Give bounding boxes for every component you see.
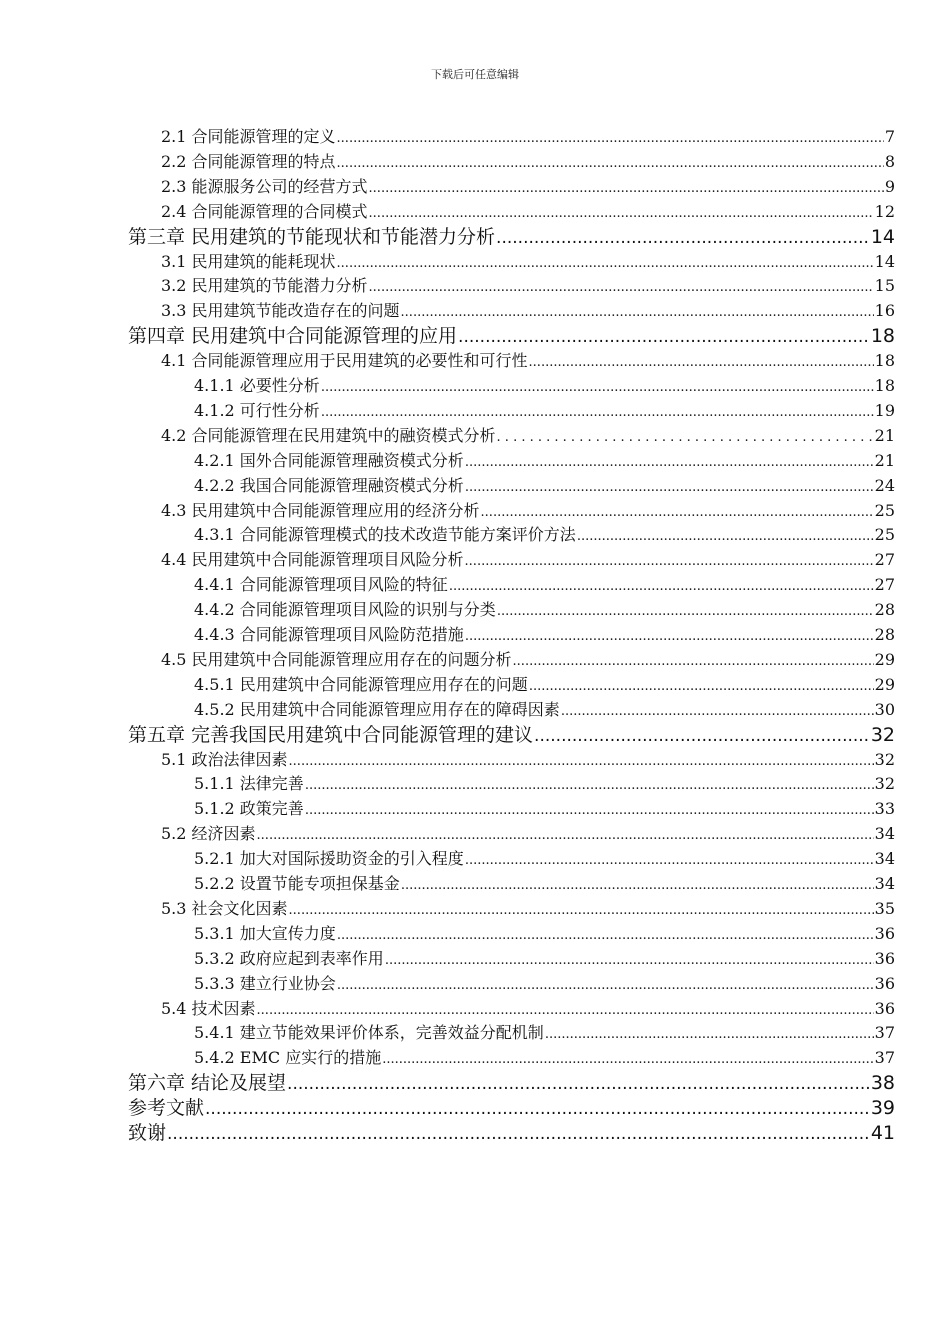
toc-page-number: 9 [884, 176, 895, 196]
toc-page-number: 34 [874, 849, 895, 869]
toc-dot-leader [369, 200, 874, 225]
toc-entry-title: 3.1 民用建筑的能耗现状 [161, 251, 336, 271]
toc-entry-title: 5.1.2 政策完善 [194, 799, 304, 819]
toc-dot-leader [321, 374, 874, 399]
toc-page-number: 37 [874, 1048, 895, 1068]
toc-entry-title: 4.4 民用建筑中合同能源管理项目风险分析 [161, 550, 464, 570]
toc-page-number: 36 [874, 973, 895, 993]
toc-entry[interactable] [128, 1021, 895, 1046]
toc-entry-title: 4.1.1 必要性分析 [194, 376, 320, 396]
toc-page-number: 33 [874, 799, 895, 819]
toc-entry-title: 4.4.1 合同能源管理项目风险的特征 [194, 575, 448, 595]
toc-entry-title: 2.3 能源服务公司的经营方式 [161, 176, 368, 196]
toc-entry[interactable] [128, 997, 895, 1022]
toc-dot-leader [337, 125, 884, 150]
toc-dot-leader [305, 797, 874, 822]
toc-entry-title: 4.5.2 民用建筑中合同能源管理应用存在的障碍因素 [194, 699, 560, 719]
toc-entry[interactable] [128, 772, 895, 797]
toc-page-number: 28 [874, 600, 895, 620]
toc-entry[interactable] [128, 175, 895, 200]
toc-entry-title: 4.1.2 可行性分析 [194, 401, 320, 421]
toc-entry[interactable] [128, 150, 895, 175]
toc-entry-title: 第三章 民用建筑的节能现状和节能潜力分析 [128, 225, 496, 248]
toc-page-number: 30 [874, 699, 895, 719]
toc-entry-title: 5.4.1 建立节能效果评价体系，完善效益分配机制 [194, 1023, 544, 1043]
toc-page-number: 14 [870, 225, 895, 248]
toc-dot-leader [401, 299, 874, 324]
toc-page-number: 18 [874, 351, 895, 371]
toc-entry[interactable] [128, 499, 895, 524]
toc-entry-title: 5.4 技术因素 [161, 998, 256, 1018]
toc-dot-leader [337, 250, 874, 275]
toc-entry-title: 5.2.1 加大对国际援助资金的引入程度 [194, 849, 464, 869]
toc-entry-title: 5.3 社会文化因素 [161, 898, 288, 918]
toc-page-number: 36 [874, 998, 895, 1018]
toc-entry[interactable] [128, 1096, 895, 1121]
toc-entry-title: 4.2 合同能源管理在民用建筑中的融资模式分析 [161, 425, 496, 445]
toc-entry-title: 4.2.2 我国合同能源管理融资模式分析 [194, 475, 464, 495]
toc-entry-title: 2.1 合同能源管理的定义 [161, 127, 336, 146]
toc-dot-leader [481, 499, 874, 524]
toc-entry[interactable] [128, 399, 895, 424]
toc-entry[interactable] [128, 1071, 895, 1096]
toc-dot-leader [529, 349, 874, 374]
toc-dot-leader [337, 922, 874, 947]
toc-dot-leader [497, 424, 874, 449]
toc-page-number: 27 [874, 550, 895, 570]
toc-entry[interactable] [128, 523, 895, 548]
toc-entry[interactable] [128, 723, 895, 748]
toc-page-number: 15 [874, 276, 895, 296]
toc-page-number: 24 [874, 475, 895, 495]
toc-dot-leader [465, 847, 874, 872]
toc-entry[interactable] [128, 274, 895, 299]
toc-entry[interactable] [128, 349, 895, 374]
toc-page-number: 12 [874, 201, 895, 221]
toc-dot-leader [289, 748, 874, 773]
header-note: 下载后可任意编辑 [431, 68, 519, 81]
toc-dot-leader [321, 399, 874, 424]
toc-entry-title: 5.4.2 EMC 应实行的措施 [194, 1048, 382, 1068]
toc-dot-leader [497, 598, 874, 623]
toc-dot-leader [496, 225, 870, 250]
toc-page-number: 34 [874, 874, 895, 894]
toc-entry-title: 4.3.1 合同能源管理模式的技术改造节能方案评价方法 [194, 525, 576, 545]
toc-entry[interactable] [128, 748, 895, 773]
toc-entry[interactable] [128, 225, 895, 250]
toc-entry[interactable] [128, 922, 895, 947]
toc-entry-title: 2.2 合同能源管理的特点 [161, 151, 336, 171]
toc-page-number: 28 [874, 625, 895, 645]
toc-entry[interactable] [128, 598, 895, 623]
toc-dot-leader [385, 947, 874, 972]
toc-entry[interactable] [128, 424, 895, 449]
toc-entry-title: 4.5 民用建筑中合同能源管理应用存在的问题分析 [161, 649, 512, 669]
toc-dot-leader [577, 523, 874, 548]
toc-dot-leader [529, 673, 874, 698]
toc-dot-leader [545, 1021, 874, 1046]
toc-page-number: 41 [870, 1122, 895, 1145]
toc-page-number: 35 [874, 898, 895, 918]
toc-dot-leader [458, 324, 870, 349]
toc-entry-title: 5.2 经济因素 [161, 824, 256, 844]
toc-dot-leader [337, 972, 874, 997]
toc-page-number: 36 [874, 923, 895, 943]
toc-entry[interactable] [128, 374, 895, 399]
toc-entry[interactable] [128, 648, 895, 673]
toc-page-number: 36 [874, 948, 895, 968]
toc-entry-title: 4.4.2 合同能源管理项目风险的识别与分类 [194, 600, 496, 620]
toc-page-number: 21 [874, 450, 895, 470]
toc-entry[interactable] [128, 200, 895, 225]
toc-entry[interactable] [128, 548, 895, 573]
toc-dot-leader [167, 1121, 870, 1146]
toc-page-number: 29 [874, 674, 895, 694]
toc-entry[interactable] [128, 623, 895, 648]
toc-entry[interactable] [128, 872, 895, 897]
toc-entry-title: 4.4.3 合同能源管理项目风险防范措施 [194, 625, 464, 645]
toc-entry-title: 5.3.2 政府应起到表率作用 [194, 948, 384, 968]
toc-entry-title: 3.3 民用建筑节能改造存在的问题 [161, 301, 400, 321]
table-of-contents [128, 125, 895, 1146]
toc-page-number: 21 [874, 425, 895, 445]
toc-page-number: 8 [884, 151, 895, 171]
toc-page-number: 34 [874, 824, 895, 844]
toc-entry[interactable] [128, 125, 895, 150]
toc-entry-title: 第六章 结论及展望 [128, 1072, 287, 1095]
toc-page-number: 39 [870, 1097, 895, 1120]
toc-entry-title: 第四章 民用建筑中合同能源管理的应用 [128, 325, 458, 348]
toc-page-number: 7 [884, 127, 895, 146]
toc-entry-title: 5.2.2 设置节能专项担保基金 [194, 874, 400, 894]
toc-page-number: 38 [870, 1072, 895, 1095]
toc-entry[interactable] [128, 797, 895, 822]
toc-dot-leader [465, 548, 874, 573]
toc-dot-leader [369, 175, 884, 200]
toc-entry[interactable] [128, 474, 895, 499]
toc-entry[interactable] [128, 250, 895, 275]
toc-entry-title: 4.1 合同能源管理应用于民用建筑的必要性和可行性 [161, 351, 528, 371]
toc-dot-leader [257, 822, 874, 847]
toc-entry[interactable] [128, 847, 895, 872]
toc-dot-leader [257, 997, 874, 1022]
toc-page-number: 32 [874, 774, 895, 794]
toc-entry[interactable] [128, 573, 895, 598]
toc-entry-title: 5.3.3 建立行业协会 [194, 973, 336, 993]
toc-dot-leader [287, 1071, 870, 1096]
toc-dot-leader [382, 1046, 873, 1071]
toc-entry-title: 5.1.1 法律完善 [194, 774, 304, 794]
toc-page-number: 18 [870, 325, 895, 348]
toc-entry[interactable] [128, 822, 895, 847]
toc-entry[interactable] [128, 299, 895, 324]
toc-page-number: 25 [874, 525, 895, 545]
toc-dot-leader [369, 274, 874, 299]
toc-entry-title: 5.3.1 加大宣传力度 [194, 923, 336, 943]
toc-page-number: 29 [874, 649, 895, 669]
toc-page-number: 14 [874, 251, 895, 271]
toc-page-number: 32 [874, 749, 895, 769]
toc-entry-title: 致谢 [128, 1122, 167, 1145]
toc-entry[interactable] [128, 1121, 895, 1146]
toc-entry-title: 第五章 完善我国民用建筑中合同能源管理的建议 [128, 723, 534, 746]
toc-dot-leader [465, 623, 874, 648]
toc-entry-title: 参考文献 [128, 1097, 205, 1120]
toc-dot-leader [401, 872, 874, 897]
toc-page-number: 37 [874, 1023, 895, 1043]
toc-dot-leader [465, 474, 874, 499]
toc-entry-title: 2.4 合同能源管理的合同模式 [161, 201, 368, 221]
toc-page-number: 25 [874, 500, 895, 520]
toc-entry-title: 4.3 民用建筑中合同能源管理应用的经济分析 [161, 500, 480, 520]
toc-dot-leader [337, 150, 884, 175]
toc-page-number: 27 [874, 575, 895, 595]
toc-entry-title: 4.2.1 国外合同能源管理融资模式分析 [194, 450, 464, 470]
toc-entry-title: 3.2 民用建筑的节能潜力分析 [161, 276, 368, 296]
toc-dot-leader [289, 897, 874, 922]
toc-page-number: 19 [874, 401, 895, 421]
toc-entry[interactable] [128, 449, 895, 474]
toc-dot-leader [513, 648, 874, 673]
toc-dot-leader [465, 449, 874, 474]
toc-entry[interactable] [128, 947, 895, 972]
toc-dot-leader [205, 1096, 870, 1121]
toc-entry-title: 5.1 政治法律因素 [161, 749, 288, 769]
toc-page-number: 18 [874, 376, 895, 396]
toc-page-number: 32 [870, 723, 895, 746]
toc-page-number: 16 [874, 301, 895, 321]
toc-dot-leader [449, 573, 874, 598]
toc-dot-leader [561, 698, 874, 723]
toc-entry[interactable] [128, 972, 895, 997]
toc-entry[interactable] [128, 1046, 895, 1071]
toc-dot-leader [305, 772, 874, 797]
toc-entry[interactable] [128, 897, 895, 922]
toc-entry[interactable] [128, 698, 895, 723]
toc-entry[interactable] [128, 673, 895, 698]
toc-entry-title: 4.5.1 民用建筑中合同能源管理应用存在的问题 [194, 674, 528, 694]
toc-dot-leader [534, 723, 870, 748]
toc-entry[interactable] [128, 324, 895, 349]
